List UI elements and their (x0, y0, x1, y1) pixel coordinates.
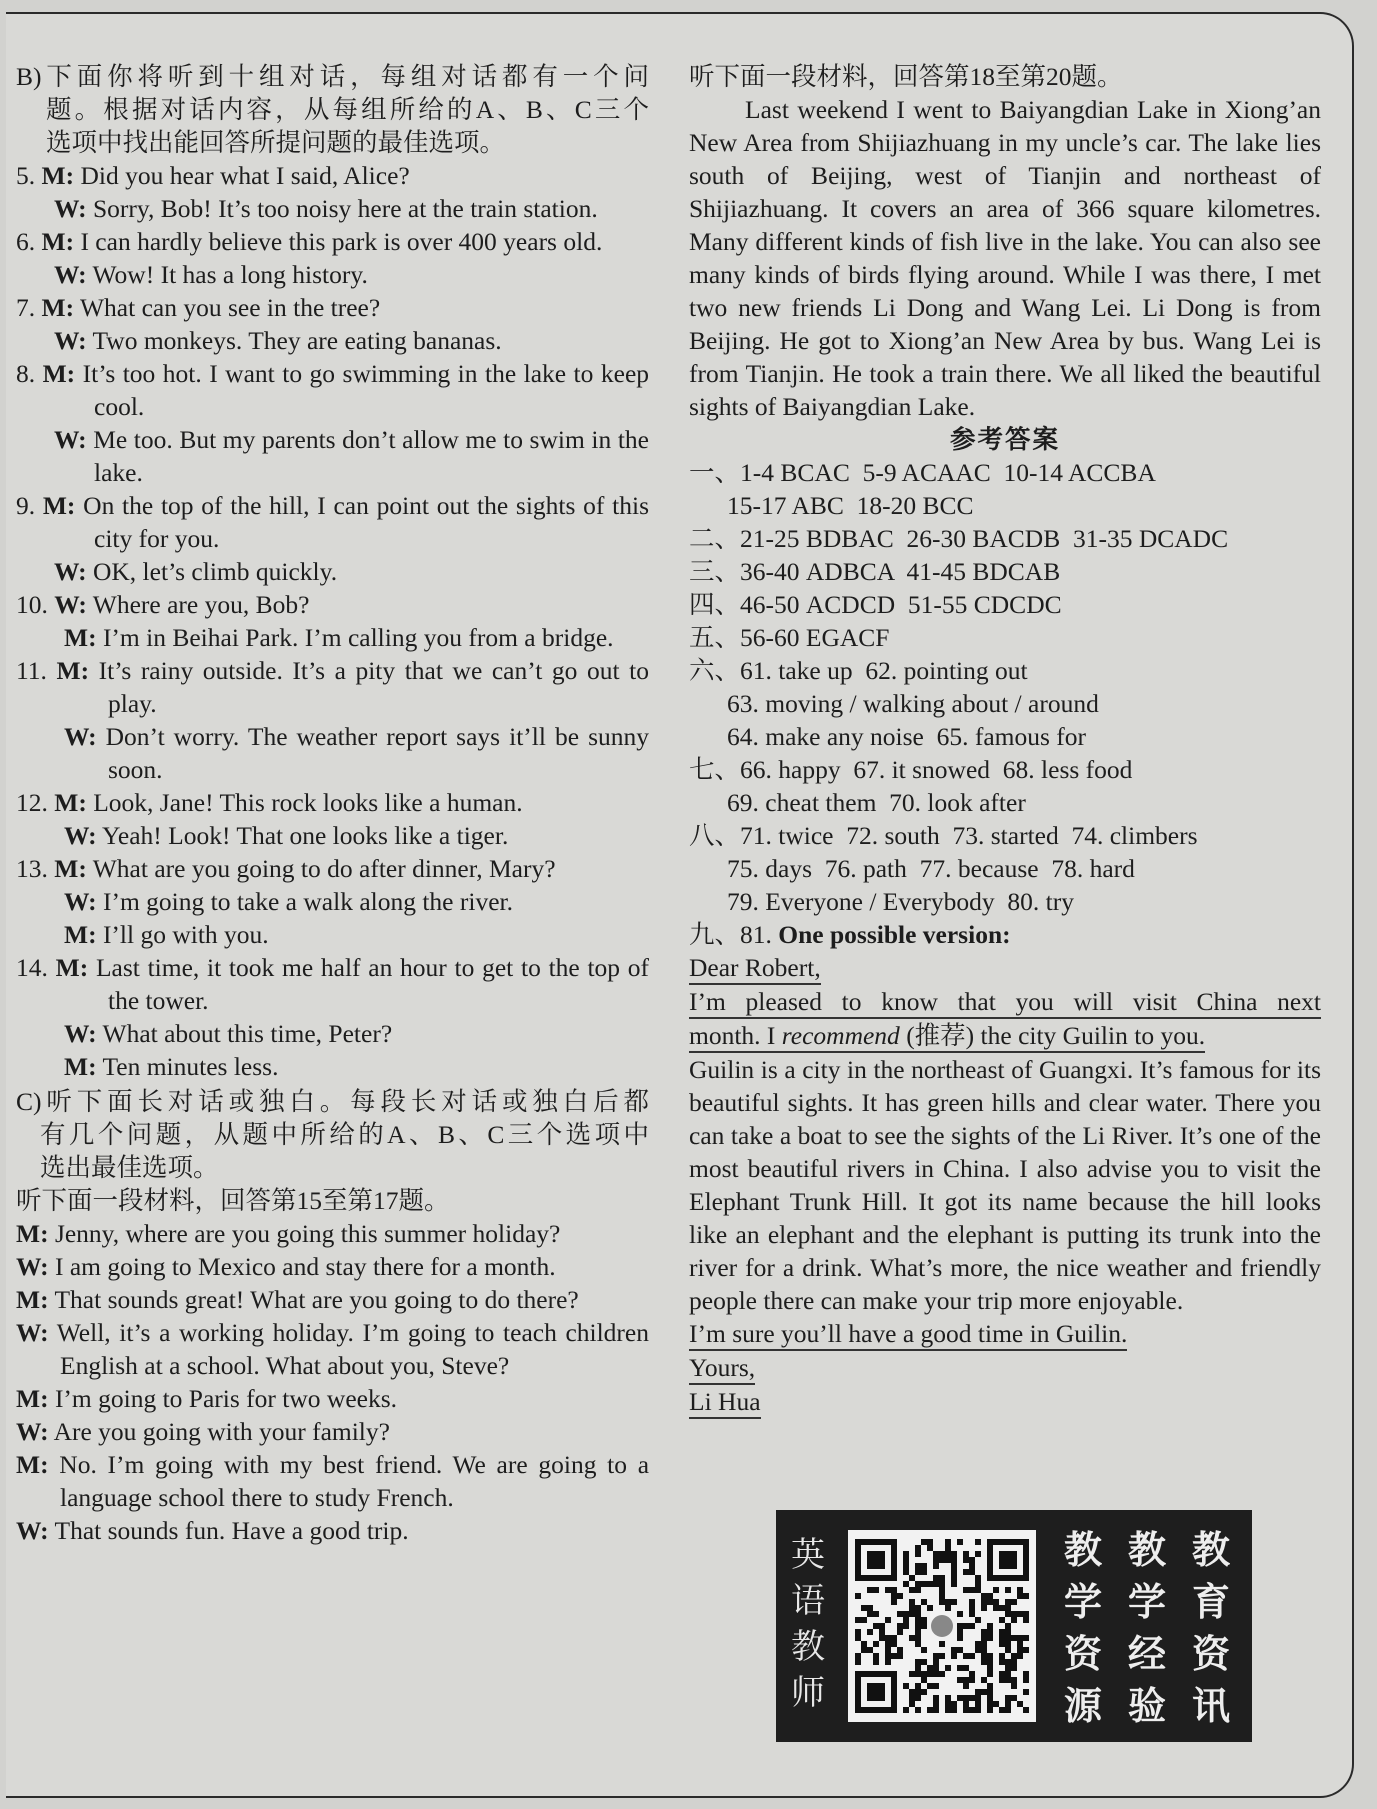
dialogue-text: I’ll go with you. (102, 920, 269, 949)
answer-section-label: 四、 (689, 590, 741, 619)
qr-promo-panel (776, 1510, 1252, 1742)
speaker: M: (54, 788, 87, 817)
essay-heading: One possible version: (778, 920, 1011, 949)
speaker: W: (16, 1417, 49, 1446)
dialogue-text: I’m in Beihai Park. I’m calling you from a bridge. (102, 623, 614, 652)
left-column (16, 60, 649, 1547)
section-c-instructions: C)听下面长对话或独白。每段长对话或独白后都 有几个问题，从题中所给的A、B、C三个选项中 选出最佳选项。 (16, 1087, 649, 1182)
speaker: W: (16, 1252, 49, 1281)
dialogue-line (16, 885, 649, 918)
dialogue-line (16, 819, 649, 852)
answer-line: 六、61. take up 62. pointing out (689, 656, 1028, 685)
intro-18-20: 听下面一段材料，回答第18至第20题。 (689, 62, 1123, 91)
dialogue-text: Two monkeys. They are eating bananas. (92, 326, 502, 355)
speaker: M: (64, 1052, 97, 1081)
speaker: M: (16, 1285, 49, 1314)
short-dialogues (16, 159, 649, 1083)
dialogue-number: 13. (16, 854, 48, 883)
dialogue-line (16, 159, 649, 192)
dialogue-number: 10. (16, 590, 48, 619)
dialogue-text: Did you hear what I said, Alice? (80, 161, 410, 190)
speaker: M: (64, 623, 97, 652)
dialogue-text: Sorry, Bob! It’s too noisy here at the train station. (92, 194, 598, 223)
dialogue-text: I’m going to take a walk along the river. (102, 887, 513, 916)
speaker: M: (54, 854, 87, 883)
answer-key-title: 参考答案 (949, 425, 1060, 454)
answer-line: 四、46-50 ACDCD 51-55 CDCDC (689, 590, 1062, 619)
dialogue-text: Where are you, Bob? (92, 590, 310, 619)
essay-opening-2: month. I recommend (推荐) the city Guilin to you. (689, 1021, 1205, 1053)
dialogue-number: 12. (16, 788, 48, 817)
answer-section-label: 八、 (689, 821, 741, 850)
dialogue-text: Yeah! Look! That one looks like a tiger. (102, 821, 509, 850)
long-dialogue (16, 1217, 649, 1547)
speaker: M: (42, 359, 76, 388)
answer-section-label: 二、 (689, 524, 741, 553)
speaker: M: (16, 1219, 49, 1248)
speaker: M: (16, 1384, 49, 1413)
speaker: W: (54, 260, 87, 289)
dialogue-text: What about this time, Peter? (102, 1019, 393, 1048)
dialogue-line (16, 258, 649, 291)
dialogue-text: Are you going with your family? (53, 1417, 390, 1446)
answer-line: 五、56-60 EGACF (689, 623, 890, 652)
dialogue-text: What can you see in the tree? (79, 293, 381, 322)
dialogue-number: 8. (16, 359, 36, 388)
essay (689, 918, 1321, 1419)
answer-line: 75. days 76. path 77. because 78. hard (727, 854, 1135, 883)
dialogue-line (16, 1050, 649, 1083)
dialogue-line (16, 918, 649, 951)
answer-line: 七、66. happy 67. it snowed 68. less food (689, 755, 1133, 784)
speaker: M: (55, 953, 89, 982)
speaker: W: (54, 425, 87, 454)
dialogue-text: Look, Jane! This rock looks like a human. (93, 788, 523, 817)
answer-line: 64. make any noise 65. famous for (727, 722, 1087, 751)
dialogue-line (16, 654, 649, 720)
answer-line: 八、71. twice 72. south 73. started 74. climbers (689, 821, 1198, 850)
qr-code[interactable] (848, 1530, 1036, 1722)
intro-15-17: 听下面一段材料，回答第15至第17题。 (16, 1186, 450, 1215)
answer-line: 15-17 ABC 18-20 BCC (727, 491, 974, 520)
dialogue-line (16, 324, 649, 357)
speaker: W: (54, 194, 87, 223)
answer-section-label: 三、 (689, 557, 741, 586)
right-column (689, 60, 1321, 1419)
essay-salutation: Dear Robert, (689, 953, 821, 985)
speaker: W: (16, 1318, 49, 1347)
dialogue-text: Don’t worry. The weather report says it’ll be sunny soon. (105, 722, 649, 784)
answer-line: 79. Everyone / Everybody 80. try (727, 887, 1075, 916)
dialogue-text: Me too. But my parents don’t allow me to swim in the lake. (93, 425, 649, 487)
dialogue-text: Ten minutes less. (102, 1052, 279, 1081)
dialogue-text: It’s too hot. I want to go swimming in the lake to keep cool. (82, 359, 650, 421)
essay-closing: I’m sure you’ll have a good time in Guilin. (689, 1319, 1127, 1351)
qr-right-text: 教 教 教 学 学 育 资 经 资 源 验 讯 (1063, 1528, 1230, 1728)
dialogue-line (16, 291, 649, 324)
dialogue-text: I can hardly believe this park is over 400 years old. (80, 227, 603, 256)
dialogue-text: What are you going to do after dinner, Mary? (92, 854, 556, 883)
essay-body: Guilin is a city in the northeast of Guangxi. It’s famous for its beautiful sights. It has green hills and clear water. There you can take a boat to see the sights of the Li River. It’s one of the most beautiful rivers in China. I also advise you to visit the Elephant Trunk Hill. It got its name because the hill looks like an elephant and the elephant is putting its trunk into the river for a drink. What’s more, the nice weather and friendly people there can make your trip more enjoyable. (689, 1055, 1321, 1315)
listening-passage: Last weekend I went to Baiyangdian Lake in Xiong’an New Area from Shijiazhuang in my uncle’s car. The lake lies south of Beijing, west of Tianjin and northeast of Shijiazhuang. It covers an area of 366 square kilometres. Many different kinds of fish live in the lake. You can also see many kinds of birds flying around. While I was there, I met two new friends Li Dong and Wang Lei. Li Dong is from Beijing. He got to Xiong’an New Area by bus. Wang Lei is from Tianjin. He took a train there. We all liked the beautiful sights of Baiyangdian Lake. (689, 95, 1321, 421)
qr-left-text: 英 语 教 师 (791, 1535, 825, 1713)
long-dialogue-line (16, 1448, 649, 1514)
dialogue-number: 9. (16, 491, 36, 520)
dialogue-number: 6. (16, 227, 36, 256)
speaker: W: (16, 1516, 49, 1545)
dialogue-text: I’m going to Paris for two weeks. (54, 1384, 398, 1413)
dialogue-number: 11. (16, 656, 47, 685)
dialogue-number: 7. (16, 293, 36, 322)
speaker: W: (64, 722, 97, 751)
answer-section-label: 六、 (689, 656, 741, 685)
dialogue-line (16, 852, 649, 885)
answer-section-label: 五、 (689, 623, 741, 652)
answer-line: 63. moving / walking about / around (727, 689, 1099, 718)
dialogue-text: Last time, it took me half an hour to get to the top of the tower. (95, 953, 650, 1015)
dialogue-text: Jenny, where are you going this summer holiday? (54, 1219, 561, 1248)
dialogue-text: On the top of the hill, I can point out the sights of this city for you. (83, 491, 649, 553)
speaker: M: (16, 1450, 49, 1479)
dialogue-line (16, 951, 649, 1017)
dialogue-line (16, 357, 649, 423)
speaker: M: (41, 227, 75, 256)
dialogue-number: 5. (16, 161, 36, 190)
dialogue-line (16, 588, 649, 621)
dialogue-text: That sounds great! What are you going to do there? (54, 1285, 579, 1314)
dialogue-text: No. I’m going with my best friend. We are going to a language school there to study French. (59, 1450, 650, 1512)
speaker: W: (54, 590, 87, 619)
long-dialogue-line (16, 1415, 649, 1448)
dialogue-text: It’s rainy outside. It’s a pity that we can’t go out to play. (98, 656, 649, 718)
dialogue-line (16, 621, 649, 654)
dialogue-line (16, 786, 649, 819)
dialogue-line (16, 1017, 649, 1050)
speaker: M: (42, 491, 76, 520)
dialogue-text: Well, it’s a working holiday. I’m going to teach children English at a school. What about you, Steve? (56, 1318, 649, 1380)
dialogue-line (16, 423, 649, 489)
long-dialogue-line (16, 1217, 649, 1250)
answer-line: 一、1-4 BCAC 5-9 ACAAC 10-14 ACCBA (689, 458, 1156, 487)
essay-label: 九、81. (689, 920, 772, 949)
long-dialogue-line (16, 1283, 649, 1316)
essay-name: Li Hua (689, 1387, 761, 1419)
speaker: M: (56, 656, 90, 685)
answer-key (689, 456, 1321, 918)
speaker: W: (54, 326, 87, 355)
essay-opening-1: I’m pleased to know that you will visit China next (689, 987, 1321, 1019)
long-dialogue-line (16, 1250, 649, 1283)
speaker: W: (64, 821, 97, 850)
essay-sign-off: Yours, (689, 1353, 755, 1385)
speaker: W: (64, 1019, 97, 1048)
answer-section-label: 一、 (689, 458, 741, 487)
dialogue-text: I am going to Mexico and stay there for a month. (54, 1252, 556, 1281)
speaker: M: (41, 161, 75, 190)
speaker: W: (54, 557, 87, 586)
speaker: M: (64, 920, 97, 949)
answer-line: 二、21-25 BDBAC 26-30 BACDB 31-35 DCADC (689, 524, 1229, 553)
long-dialogue-line (16, 1514, 649, 1547)
dialogue-line (16, 489, 649, 555)
answer-line: 69. cheat them 70. look after (727, 788, 1026, 817)
dialogue-text: That sounds fun. Have a good trip. (54, 1516, 409, 1545)
dialogue-line (16, 555, 649, 588)
long-dialogue-line (16, 1382, 649, 1415)
speaker: W: (64, 887, 97, 916)
dialogue-line (16, 720, 649, 786)
dialogue-line (16, 225, 649, 258)
dialogue-text: OK, let’s climb quickly. (92, 557, 338, 586)
long-dialogue-line (16, 1316, 649, 1382)
dialogue-text: Wow! It has a long history. (92, 260, 368, 289)
answer-section-label: 七、 (689, 755, 741, 784)
speaker: M: (41, 293, 75, 322)
section-b-instructions: B)下面你将听到十组对话，每组对话都有一个问 题。根据对话内容，从每组所给的A、B、C三个 选项中找出能回答所提问题的最佳选项。 (16, 62, 649, 157)
dialogue-line (16, 192, 649, 225)
answer-line: 三、36-40 ADBCA 41-45 BDCAB (689, 557, 1061, 586)
dialogue-number: 14. (16, 953, 48, 982)
